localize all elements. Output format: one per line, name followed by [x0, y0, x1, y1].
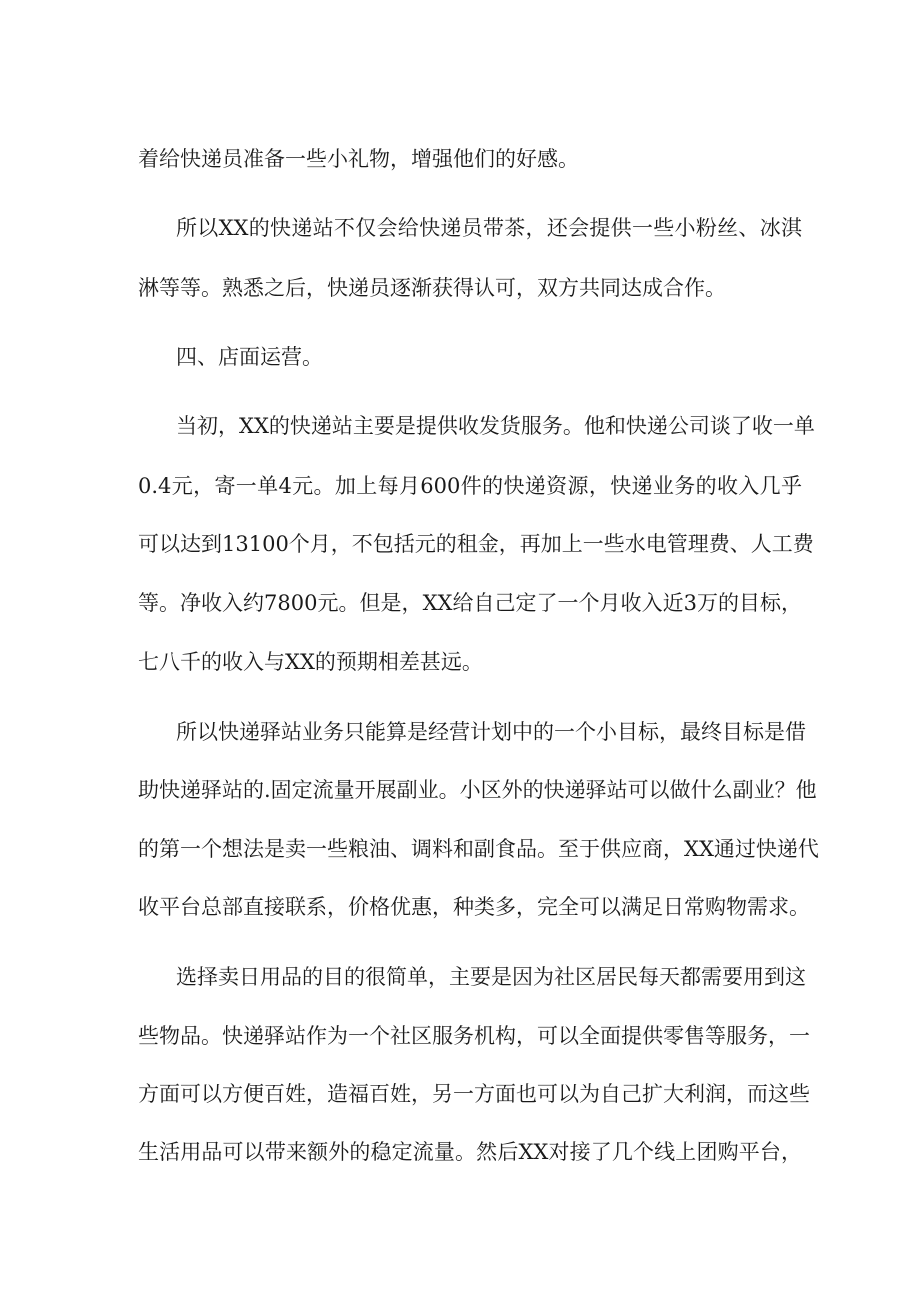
text-line-8: 等。净收入约7800元。但是，XX给自己定了一个月收入近3万的目标，: [138, 591, 802, 615]
text-line-15: 些物品。快递驿站作为一个社区服务机构，可以全面提供零售等服务，一: [138, 1024, 810, 1048]
text-line-10: 所以快递驿站业务只能算是经营计划中的一个小目标，最终目标是借: [176, 720, 806, 744]
text-line-6: 0.4元，寄一单4元。加上每月600件的快递资源，快递业务的收入几乎: [138, 474, 802, 498]
text-line-11: 助快递驿站的.固定流量开展副业。小区外的快递驿站可以做什么副业？他: [138, 778, 817, 802]
text-line-2: 所以XX的快递站不仅会给快递员带茶，还会提供一些小粉丝、冰淇: [176, 216, 802, 240]
text-line-16: 方面可以方便百姓，造福百姓，另一方面也可以为自己扩大利润，而这些: [138, 1082, 810, 1106]
text-line-1: 着给快递员准备一些小礼物，增强他们的好感。: [138, 147, 579, 171]
section-heading: 四、店面运营。: [176, 345, 323, 369]
text-line-9: 七八千的收入与XX的预期相差甚远。: [138, 650, 483, 674]
text-line-7: 可以达到13100个月，不包括元的租金，再加上一些水电管理费、人工费: [138, 532, 814, 556]
text-line-3: 淋等等。熟悉之后，快递员逐渐获得认可，双方共同达成合作。: [138, 276, 726, 300]
text-line-12: 的第一个想法是卖一些粮油、调料和副食品。至于供应商，XX通过快递代: [138, 837, 819, 861]
text-line-14: 选择卖日用品的目的很简单，主要是因为社区居民每天都需要用到这: [176, 965, 806, 989]
text-line-17: 生活用品可以带来额外的稳定流量。然后XX对接了几个线上团购平台，: [138, 1140, 802, 1164]
text-line-5: 当初，XX的快递站主要是提供收发货服务。他和快递公司谈了收一单: [176, 414, 815, 438]
text-line-13: 收平台总部直接联系，价格优惠，种类多，完全可以满足日常购物需求。: [138, 895, 810, 919]
